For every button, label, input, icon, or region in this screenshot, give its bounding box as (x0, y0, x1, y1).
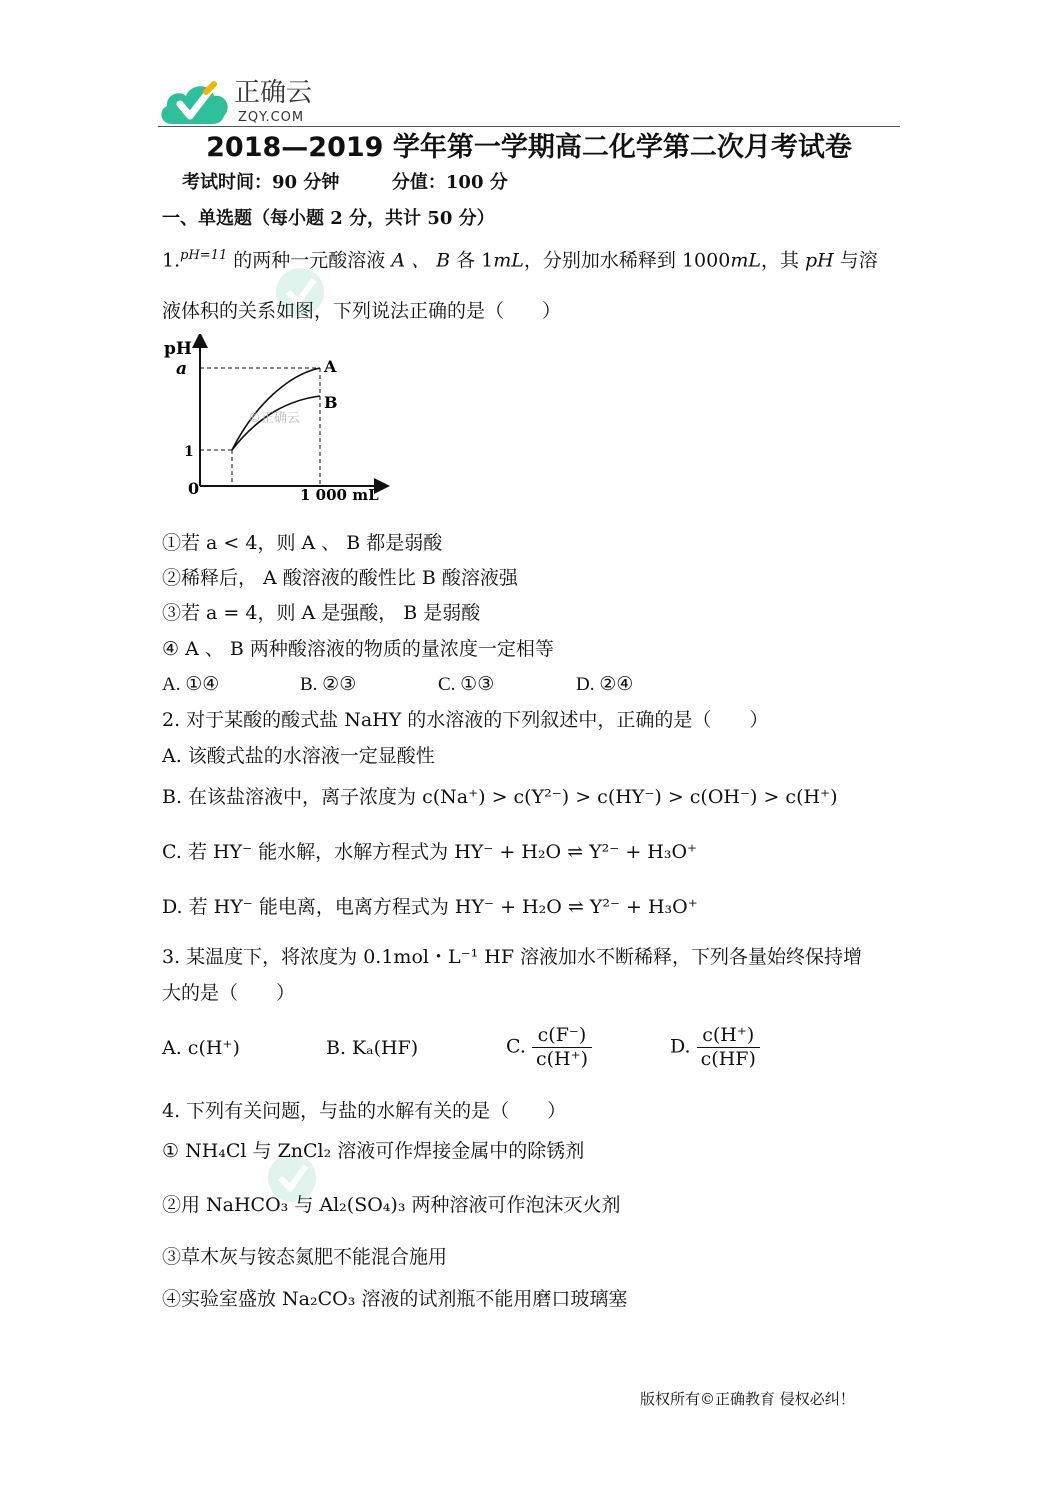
q2-choice-d: D. 若 HY⁻ 能电离，电离方程式为 HY⁻ + H₂O ⇌ Y²⁻ + H₃O⁺ (162, 896, 698, 918)
q3-choice-d: D. $\frac{c(H^+)}{c(HF)}$ (670, 1024, 760, 1071)
q3-choice-b: B. Kₐ(HF) (326, 1037, 419, 1059)
q1-statement-4: ④ A 、 B 两种酸溶液的物质的量浓度一定相等 (162, 638, 554, 660)
copyright-footer: 版权所有©正确教育 侵权必纠！ (640, 1390, 855, 1408)
series-a-label: A (324, 357, 337, 376)
exam-score: 分值：100 分 (391, 172, 508, 193)
section-heading: 一、单选题（每小题 2 分，共计 50 分） (162, 208, 495, 229)
q4-statement-3: ③草木灰与铵态氮肥不能混合施用 (162, 1246, 448, 1268)
q1-choice-b: B. ②③ (300, 674, 357, 695)
q1-stem-line2: 液体积的关系如图，下列说法正确的是（ ） (162, 300, 562, 322)
logo-name: 正确云 (234, 78, 313, 108)
chart-watermark: ©正确云 (248, 411, 301, 426)
ph-dilution-chart (160, 334, 400, 510)
series-a-line (232, 368, 320, 450)
q1-stem-line1: 1.$^{pH=11}$ 的两种一元酸溶液 A 、 B 各 1mL，分别加水稀释到 1000mL，其 pH 与溶 (162, 248, 878, 272)
q1-statement-2: ②稀释后， A 酸溶液的酸性比 B 酸溶液强 (162, 567, 518, 589)
q3-choice-c: C. $\frac{c(F^-)}{c(H^+)}$ (506, 1024, 592, 1071)
q3-stem-line2: 大的是（ ） (162, 982, 296, 1004)
header-rule (158, 126, 900, 127)
q3-stem-line1: 3. 某温度下，将浓度为 0.1mol・L⁻¹ HF 溶液加水不断稀释，下列各量始终保持增 (162, 946, 863, 968)
series-b-label: B (324, 393, 338, 412)
origin-label: 0 (188, 479, 200, 498)
exam-meta (182, 172, 508, 194)
q4-statement-1: ① NH₄Cl 与 ZnCl₂ 溶液可作焊接金属中的除锈剂 (162, 1140, 585, 1162)
y-axis-label: pH (164, 339, 192, 359)
q1-statement-3: ③若 a = 4，则 A 是强酸， B 是弱酸 (162, 602, 481, 624)
q2-choice-b: B. 在该盐溶液中，离子浓度为 c(Na⁺) > c(Y²⁻) > c(HY⁻) > c(OH⁻) > c(H⁺) (162, 786, 838, 808)
q1-choice-c: C. ①③ (438, 674, 495, 695)
logo-subtitle: ZQY.COM (238, 110, 305, 125)
cloud-check-icon (158, 76, 232, 128)
q2-stem: 2. 对于某酸的酸式盐 NaHY 的水溶液的下列叙述中，正确的是（ ） (162, 709, 769, 731)
q2-choice-c: C. 若 HY⁻ 能水解，水解方程式为 HY⁻ + H₂O ⇌ Y²⁻ + H₃O⁺ (162, 841, 698, 863)
q1-choice-d: D. ②④ (576, 674, 634, 695)
q4-statement-2: ②用 NaHCO₃ 与 Al₂(SO₄)₃ 两种溶液可作泡沫灭火剂 (162, 1194, 621, 1216)
brand-logo (158, 76, 318, 128)
q3-choice-a: A. c(H⁺) (162, 1037, 240, 1059)
q4-stem: 4. 下列有关问题，与盐的水解有关的是（ ） (162, 1100, 567, 1122)
q1-choice-a: A. ①④ (162, 674, 220, 695)
y-tick-1: 1 (184, 444, 194, 460)
x-axis-label: 1 000 mL (300, 486, 379, 504)
exam-time: 考试时间：90 分钟 (182, 172, 340, 193)
q4-statement-4: ④实验室盛放 Na₂CO₃ 溶液的试剂瓶不能用磨口玻璃塞 (162, 1288, 628, 1310)
exam-title: 2018—2019 学年第一学期高二化学第二次月考试卷 (206, 132, 852, 163)
q2-choice-a: A. 该酸式盐的水溶液一定显酸性 (162, 745, 435, 767)
y-tick-a: a (176, 359, 188, 379)
q1-statement-1: ①若 a < 4，则 A 、 B 都是弱酸 (162, 532, 443, 554)
